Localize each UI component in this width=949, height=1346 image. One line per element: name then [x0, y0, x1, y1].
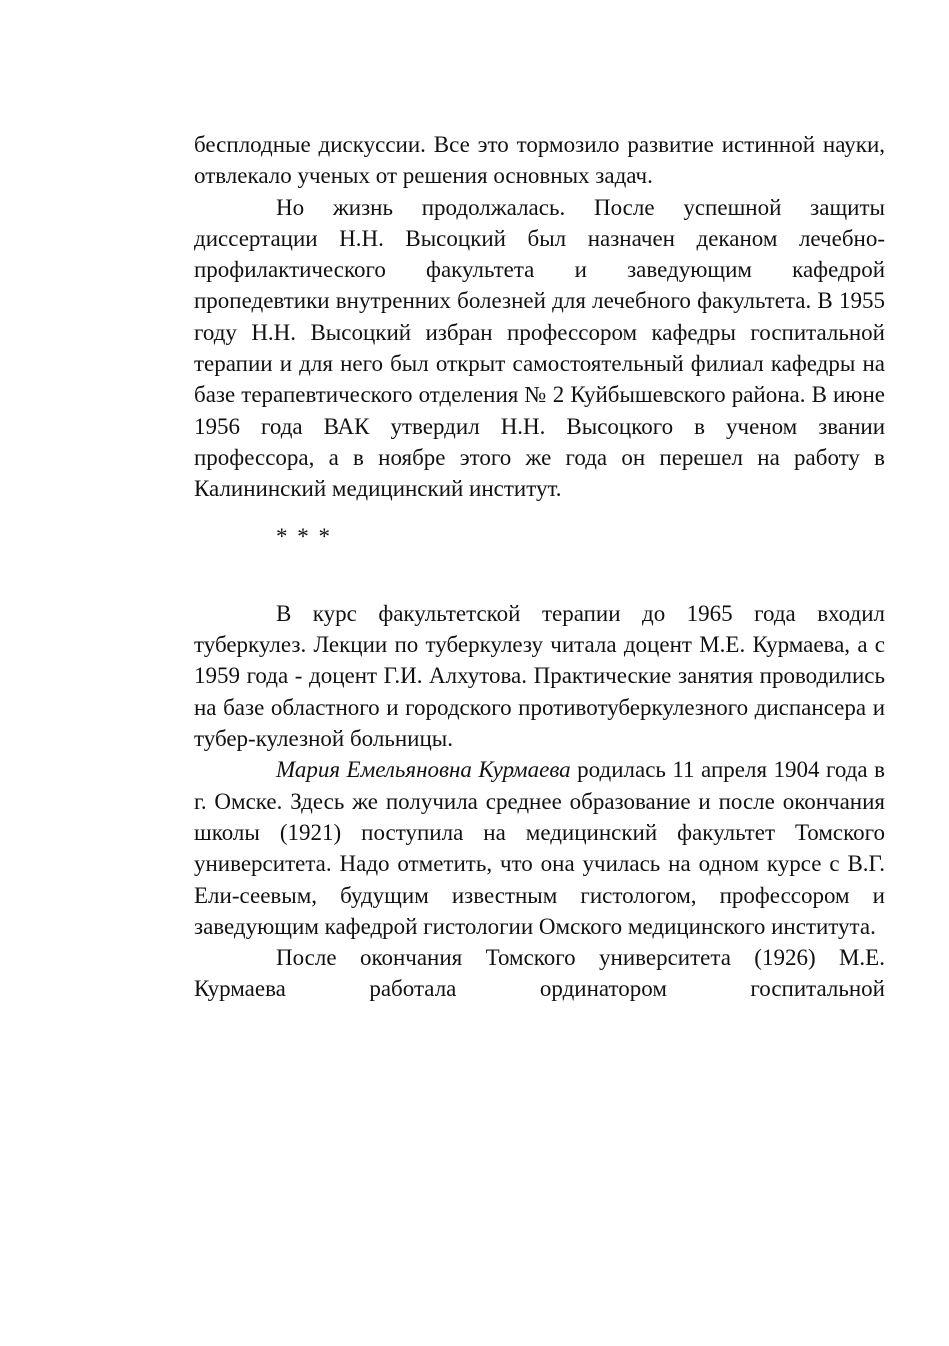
- person-name-italic: Мария Емельяновна Курмаева: [276, 757, 571, 783]
- paragraph-2: Но жизнь продолжалась. После успешной защиты диссертации Н.Н. Высоцкий был назначен деканом лечебно-профилактического факультета и заведующим кафедрой пропедевтики внутренних болезней для лечебного факультета. В 1955 году Н.Н. Высоцкий избран профессором кафедры госпитальной терапии и для него был открыт самостоятельный филиал кафедры на базе терапевтического отделения № 2 Куйбышевского района. В июне 1956 года ВАК утвердил Н.Н. Высоцкого в ученом звании профессора, а в ноябре этого же года он перешел на работу в Калининский медицинский институт.: [194, 194, 885, 502]
- spacer: [194, 552, 885, 598]
- spacer: [194, 505, 885, 521]
- paragraph-4-text: родилась 11 апреля 1904 года в г. Омске. Здесь же получила среднее образование и после окончания школы (1921) поступила на медицинский факультет Томского университета. Надо отметить, что она училась на одном курсе с В.Г. Ели-сеевым, будущим известным гистологом, профессором и заведующим кафедрой гистологии Омского медицинского института.: [194, 757, 886, 939]
- document-page: [194, 129, 885, 1005]
- paragraph-5: После окончания Томского университета (1926) М.Е. Курмаева работала ординатором госпитальной: [194, 945, 885, 1002]
- section-separator: * * *: [276, 523, 332, 549]
- paragraph-1: бесплодные дискуссии. Все это тормозило развитие истинной науки, отвлекало ученых от решения основных задач.: [194, 132, 885, 189]
- paragraph-4: [194, 754, 885, 942]
- paragraph-3: В курс факультетской терапии до 1965 года входил туберкулез. Лекции по туберкулезу читала доцент М.Е. Курмаева, а с 1959 года - доцент Г.И. Алхутова. Практические занятия проводились на базе областного и городского противотуберкулезного диспансера и тубер-кулезной больницы.: [194, 600, 885, 752]
